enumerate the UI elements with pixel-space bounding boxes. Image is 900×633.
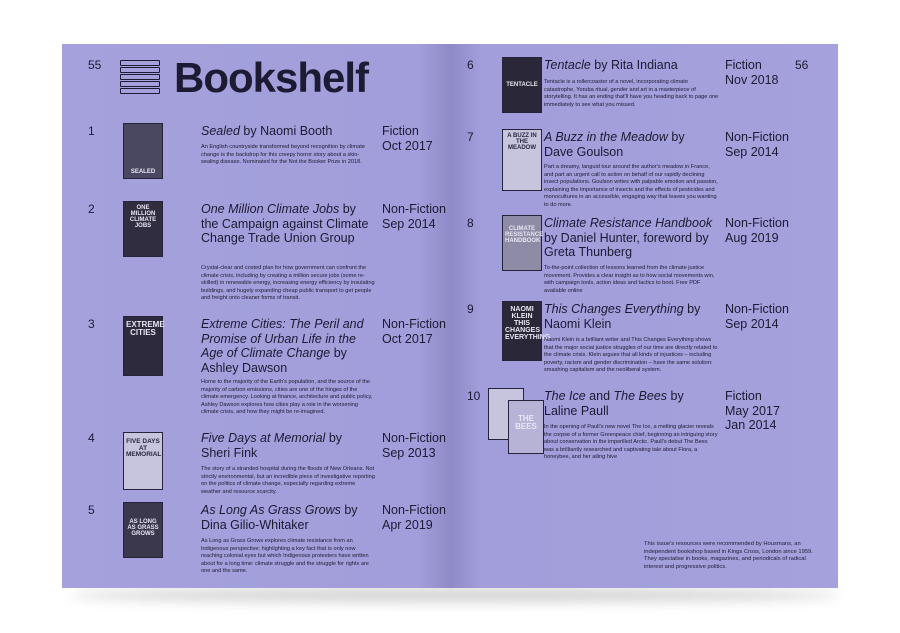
book-description: To-the-point collection of lessons learned from the climate justice movement. Provides a clear insight as to how social movements win, with campaign tools, action ideas and tactics to boot. Free PDF available online	[544, 265, 715, 294]
book-author: by Rita Indiana	[594, 58, 678, 72]
book-date: Oct 2017	[382, 138, 433, 153]
book-entry	[88, 202, 448, 312]
book-date: May 2017	[725, 403, 780, 418]
book-author: by the Campaign against Climate Change Trade Union Group	[201, 202, 369, 245]
book-cover	[124, 317, 165, 375]
book-headline	[201, 431, 373, 460]
magazine-spread	[62, 44, 838, 588]
book-entry	[467, 302, 797, 384]
book-description: As Long as Grass Grows explores climate resistance from an Indigenous perspective; highlighting a key fact that is only now reaching colonial eyes but which Indigenous protesters have written about for a long time: climate struggle and the struggle for rights are one and the same.	[201, 538, 369, 575]
book-date: Oct 2017	[382, 331, 433, 346]
cover-title: THE BEES	[515, 414, 537, 431]
entry-number: 8	[467, 216, 474, 230]
book-entry	[88, 124, 448, 204]
cover-title: CLIMATE RESISTANCE HANDBOOK	[505, 226, 544, 244]
cover-title: SEALED	[130, 169, 156, 175]
book-category: Non-Fiction	[382, 503, 446, 517]
cover-title: AS LONG AS GRASS GROWS	[127, 519, 159, 537]
book-entry	[88, 503, 448, 583]
book-date: Sep 2014	[382, 216, 436, 231]
left-page	[62, 44, 450, 588]
book-description: Crystal-clear and costed plan for how government can confront the climate crisis, including by creating a million secure jobs (some re-skilled) in renewable energy, increasing energy efficiency by insulating buildings, and hugely expanding cheap public transport to get people and freight onto cleaner forms of transit.	[201, 265, 375, 302]
page-number-right: 56	[795, 58, 809, 72]
book-title: Extreme Cities: The Peril and Promise of Urban Life in the Age of Climate Change	[201, 317, 364, 360]
entry-number: 7	[467, 130, 474, 144]
book-date: Sep 2014	[725, 316, 779, 331]
book-date: Nov 2018	[725, 72, 779, 87]
book-meta	[725, 302, 789, 331]
book-description: Part a dreamy, languid tour around the author's meadow in France, and part an urgent call to action on behalf of our rapidly declining insect populations. Goulson writes with palpable emotion and passion, explaining the importance of insects and the effects of pesticides and monocultures in an accessible, engaging way that leaves you wanting to do more.	[544, 164, 718, 208]
book-meta	[725, 216, 789, 245]
book-title: One Million Climate Jobs	[201, 202, 340, 216]
book-category: Non-Fiction	[382, 317, 446, 331]
book-title: The Ice	[544, 389, 586, 403]
book-headline	[544, 216, 716, 260]
cover-title: NAOMI KLEIN THIS CHANGES EVERYTHING	[505, 306, 551, 341]
book-cover	[503, 216, 544, 270]
book-description: Home to the majority of the Earth's population, and the source of the majority of carbon emissions, cities are one of the hinges of the climate emergency. Looking at finance, architecture and public policy, Ashley Dawson explores how cities play a role in the worsening climate crisis, and how they might be re-imagined.	[201, 379, 373, 416]
book-description: In the opening of Paull's new novel The Ice, a melting glacier reveals the corpse of a former Greenpeace chief, beginning an intriguing story about conservation in the imperilled Arctic. Paull's debut The Bees was a brilliantly researched and captivating tale about Flora, a honeybee, and her ailing hive	[544, 424, 718, 461]
right-page	[450, 44, 838, 588]
book-category: Non-Fiction	[725, 130, 789, 144]
book-meta	[382, 431, 446, 460]
book-author: by Dina Gilio-Whitaker	[201, 503, 358, 532]
book-headline	[201, 202, 373, 246]
book-headline	[544, 302, 716, 331]
bookshelf-stack-icon	[120, 58, 162, 94]
book-meta	[725, 58, 779, 87]
entry-number: 9	[467, 302, 474, 316]
book-author: by Laline Paull	[544, 389, 684, 418]
book-author: by Naomi Klein	[544, 302, 701, 331]
book-cover	[503, 302, 551, 360]
book-date: Sep 2014	[725, 144, 779, 159]
book-date: Sep 2013	[382, 445, 436, 460]
book-title: Sealed	[201, 124, 240, 138]
book-headline	[544, 389, 716, 418]
book-entry	[467, 58, 797, 128]
cover-title: TENTACLE	[506, 82, 538, 88]
book-entry	[467, 389, 797, 469]
book-cover	[503, 130, 541, 190]
entry-number: 1	[88, 124, 95, 138]
book-meta	[382, 202, 446, 231]
book-entry	[467, 216, 797, 298]
book-description: An English countryside transformed beyond recognition by climate change is the backdrop for this creepy horror story about a skin-sealing disease. Nominated for the Not the Booker Prize in 2018.	[201, 144, 365, 166]
book-category: Non-Fiction	[725, 216, 789, 230]
page-number-left: 55	[88, 58, 102, 72]
cover-title: FIVE DAYS AT MEMORIAL	[126, 438, 162, 458]
book-description: The story of a stranded hospital during the floods of New Orleans. Not strictly environmental, but an incredible piece of investigative reporting on the politics of climate change, especially regarding extreme weather and resource scarcity.	[201, 466, 375, 495]
book-date: Apr 2019	[382, 517, 433, 532]
book-title: As Long As Grass Grows	[201, 503, 341, 517]
book-author: by Naomi Booth	[243, 124, 333, 138]
book-title: This Changes Everything	[544, 302, 684, 316]
book-category: Fiction	[725, 58, 762, 72]
book-meta	[725, 389, 780, 433]
book-meta	[382, 317, 446, 346]
book-date: Aug 2019	[725, 230, 779, 245]
book-meta	[725, 130, 789, 159]
footnote: This issue's resources were recommended by Housmans, an independent bookshop based in Kings Cross, London since 1959. They specialise in books, magazines, and periodicals of radical interest and progressive politics.	[644, 541, 813, 570]
book-title: A Buzz in the Meadow	[544, 130, 668, 144]
book-title: Climate Resistance Handbook	[544, 216, 713, 230]
book-headline	[201, 317, 373, 375]
book-author: by Ashley Dawson	[201, 346, 347, 375]
book-meta	[382, 124, 433, 153]
book-title: Tentacle	[544, 58, 591, 72]
book-headline	[201, 503, 373, 532]
entry-number: 4	[88, 431, 95, 445]
book-headline	[544, 130, 716, 159]
book-category: Non-Fiction	[725, 302, 789, 316]
book-title-second: The Bees	[613, 389, 668, 403]
book-entry	[88, 317, 448, 432]
book-cover	[124, 124, 162, 178]
book-meta	[382, 503, 446, 532]
entry-number: 10	[467, 389, 481, 403]
book-cover	[124, 503, 162, 557]
book-cover	[124, 433, 162, 489]
book-category: Non-Fiction	[382, 431, 446, 445]
book-cover	[124, 202, 162, 256]
book-description: Tentacle is a rollercoaster of a novel, incorporating climate catastrophe, Yoruba ritual, gender and art in a masterpiece of storytelling. It has an ending that'll have you heading back to page one immediately to see what you missed.	[544, 79, 719, 108]
entry-number: 3	[88, 317, 95, 331]
book-category: Non-Fiction	[382, 202, 446, 216]
book-description: Naomi Klein is a brilliant writer and This Changes Everything shows that the major social justice struggles of our time are directly related to the climate crisis. Klein argues that all kinds of injustices – including poverty, racism and gender discrimination – have the same solution: smashing capitalism and the neoliberal system.	[544, 337, 718, 374]
book-cover-secondary	[509, 401, 543, 453]
book-category: Fiction	[382, 124, 419, 138]
book-headline	[544, 58, 716, 73]
book-title-joiner: and	[589, 389, 611, 403]
page-title: Bookshelf	[174, 54, 369, 101]
entry-number: 2	[88, 202, 95, 216]
book-cover	[503, 58, 541, 112]
book-date-second: Jan 2014	[725, 418, 777, 432]
entry-number: 5	[88, 503, 95, 517]
cover-title: A BUZZ IN THE MEADOW	[507, 133, 537, 151]
book-entry	[467, 130, 797, 212]
book-author: by Dave Goulson	[544, 130, 685, 159]
book-category: Fiction	[725, 389, 762, 403]
book-author: by Sheri Fink	[201, 431, 343, 460]
cover-title: ONE MILLION CLIMATE JOBS	[129, 205, 157, 229]
book-headline	[201, 124, 373, 139]
cover-title: EXTREME CITIES	[126, 320, 165, 337]
book-title: Five Days at Memorial	[201, 431, 326, 445]
entry-number: 6	[467, 58, 474, 72]
magazine-shadow	[70, 588, 840, 602]
book-author: by Daniel Hunter, foreword by Greta Thunberg	[544, 230, 709, 259]
book-entry	[88, 431, 448, 499]
